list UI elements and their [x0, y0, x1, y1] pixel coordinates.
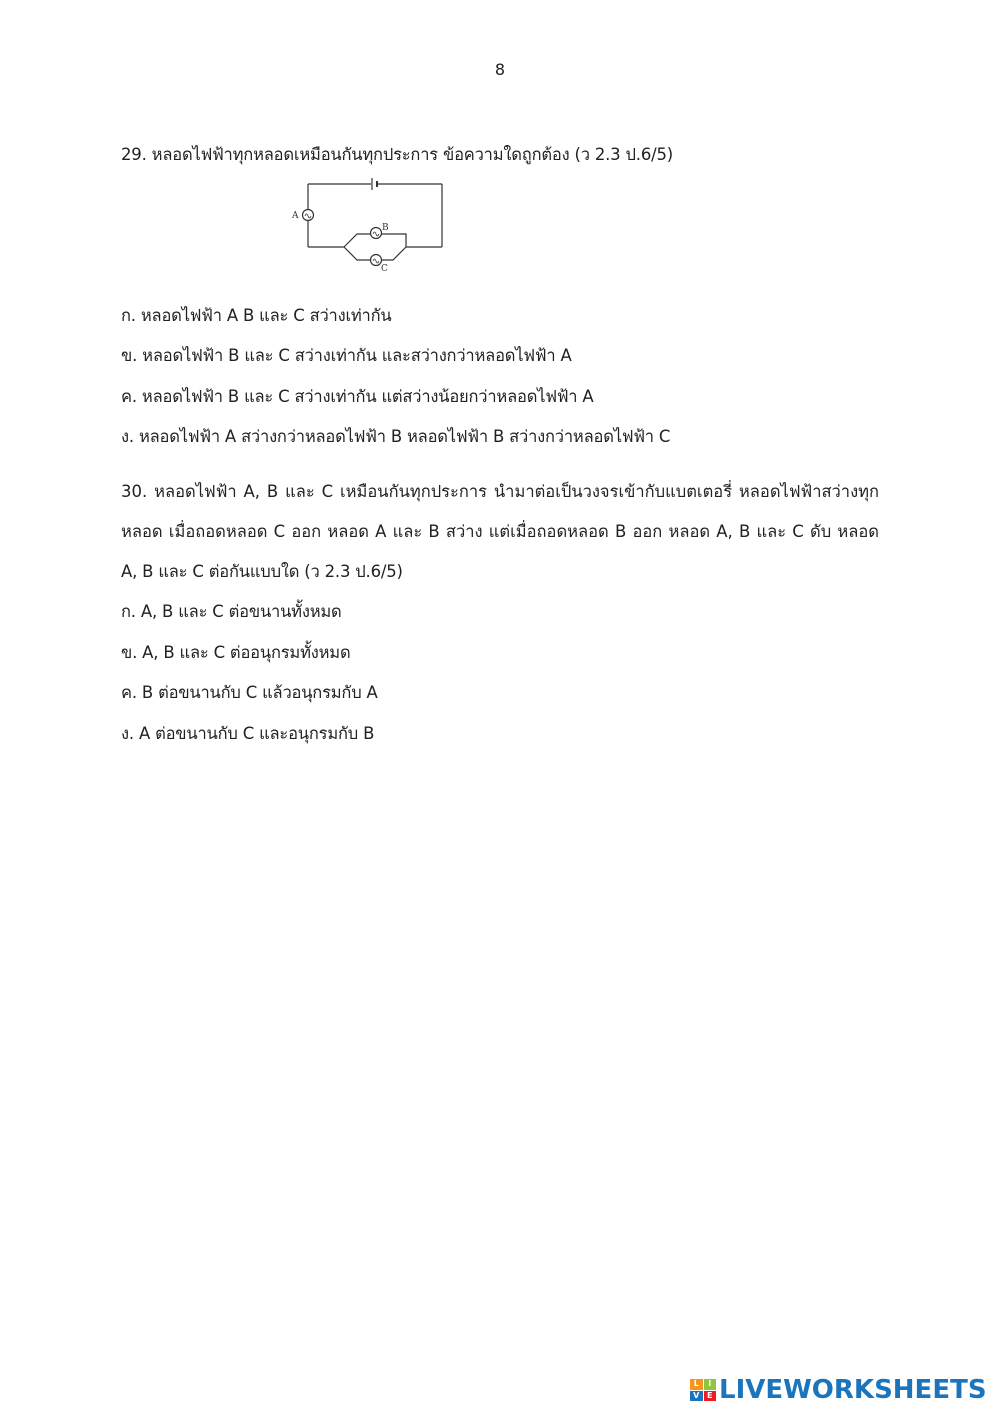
page-number: 8 — [494, 60, 506, 79]
logo-mark-e: E — [704, 1391, 717, 1402]
question-30-line-2: หลอด เมื่อถอดหลอด C ออก หลอด A และ B สว่าง แต่เมื่อถอดหลอด B ออก หลอด A, B และ C ดับ หลอด — [121, 522, 879, 541]
label-b: B — [382, 223, 389, 233]
q30-choice-4: ง. A ต่อขนานกับ C และอนุกรมกับ B — [121, 724, 375, 743]
q30-choice-2: ข. A, B และ C ต่ออนุกรมทั้งหมด — [121, 643, 351, 662]
q29-choice-1: ก. หลอดไฟฟ้า A B และ C สว่างเท่ากัน — [121, 306, 392, 325]
label-c: C — [381, 264, 388, 274]
logo-mark-i: I — [704, 1379, 717, 1390]
question-30-line-3: A, B และ C ต่อกันแบบใด (ว 2.3 ป.6/5) — [121, 562, 403, 581]
label-a: A — [292, 211, 299, 221]
question-30-line-1: 30. หลอดไฟฟ้า A, B และ C เหมือนกันทุกประการ นำมาต่อเป็นวงจรเข้ากับแบตเตอรี่ หลอดไฟฟ้าสว่างทุก — [121, 482, 879, 501]
liveworksheets-mark-icon — [690, 1379, 716, 1401]
q29-choice-2: ข. หลอดไฟฟ้า B และ C สว่างเท่ากัน และสว่างกว่าหลอดไฟฟ้า A — [121, 346, 572, 365]
logo-mark-v: V — [690, 1391, 703, 1402]
logo-text: LIVEWORKSHEETS — [719, 1375, 987, 1405]
q29-choice-4: ง. หลอดไฟฟ้า A สว่างกว่าหลอดไฟฟ้า B หลอดไฟฟ้า B สว่างกว่าหลอดไฟฟ้า C — [121, 427, 671, 446]
circuit-diagram — [287, 176, 449, 276]
liveworksheets-logo[interactable] — [690, 1376, 987, 1404]
q30-choice-1: ก. A, B และ C ต่อขนานทั้งหมด — [121, 602, 342, 621]
q29-choice-3: ค. หลอดไฟฟ้า B และ C สว่างเท่ากัน แต่สว่างน้อยกว่าหลอดไฟฟ้า A — [121, 387, 594, 406]
q30-choice-3: ค. B ต่อขนานกับ C แล้วอนุกรมกับ A — [121, 683, 378, 702]
logo-mark-l: L — [690, 1379, 703, 1390]
question-29-text: 29. หลอดไฟฟ้าทุกหลอดเหมือนกันทุกประการ ข้อความใดถูกต้อง (ว 2.3 ป.6/5) — [121, 145, 674, 164]
